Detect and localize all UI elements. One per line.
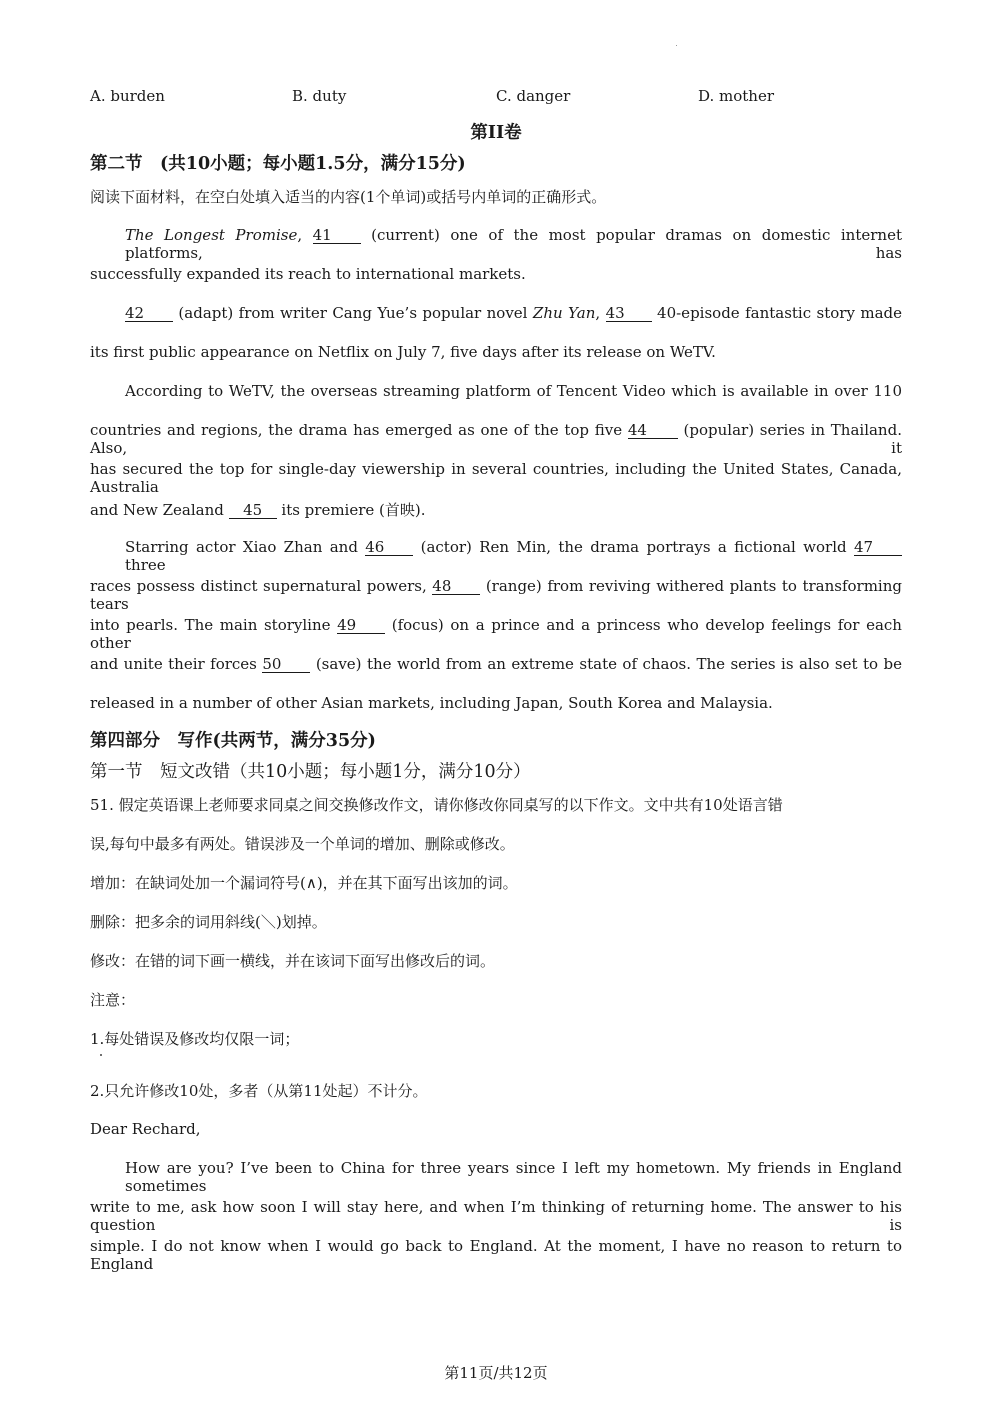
note-label: 注意： — [90, 991, 136, 1009]
text: (focus) on a prince and a princess who develop feelings for each other — [90, 616, 902, 652]
delete-rule: 删除：把多余的词用斜线(＼)划掉。 — [90, 913, 327, 931]
question-51-cont: 误,每句中最多有两处。错误涉及一个单词的增加、删除或修改。 — [90, 835, 515, 853]
text: (current) one of the most popular dramas on domestic internet platforms, has — [125, 226, 902, 262]
passage-line: its first public appearance on Netflix on July 7, five days after its release on WeTV. — [90, 343, 716, 361]
option-a: A. burden — [90, 87, 165, 105]
letter-greeting: Dear Rechard, — [90, 1120, 201, 1138]
section-title: 第II卷 — [470, 123, 522, 143]
text: and New Zealand — [90, 501, 224, 519]
passage-line — [90, 499, 902, 520]
blank-44: 44 — [628, 422, 678, 439]
letter-line: simple. I do not know when I would go back to England. At the moment, I have no reason to return to England — [90, 1237, 902, 1273]
blank-42: 42 — [125, 305, 173, 322]
drama-title: The Longest Promise — [125, 226, 298, 244]
part4-heading: 第四部分 写作(共两节，满分35分) — [90, 731, 376, 751]
passage-line — [90, 655, 902, 677]
text: (popular) series in Thailand. Also, it — [90, 421, 902, 457]
instruction: 阅读下面材料，在空白处填入适当的内容(1个单词)或括号内单词的正确形式。 — [90, 188, 607, 206]
letter-line: write to me, ask how soon I will stay here, and when I’m thinking of returning home. The answer to his question is — [90, 1198, 902, 1234]
novel-title: Zhu Yan — [532, 304, 596, 322]
note-1: 1.每处错误及修改均仅限一词； — [90, 1030, 300, 1048]
blank-48: 48 — [432, 578, 480, 595]
text: and unite their forces — [90, 655, 257, 673]
question-51: 51. 假定英语课上老师要求同桌之间交换修改作文，请你修改你同桌写的以下作文。文中共有10处语言错 — [90, 796, 783, 814]
passage-line: According to WeTV, the overseas streaming platform of Tencent Video which is available in over 110 — [125, 382, 902, 400]
answer-options — [90, 87, 902, 107]
text: (save) the world from an extreme state of chaos. The series is also set to be — [315, 655, 902, 673]
blank-47: 47 — [854, 539, 902, 556]
add-rule: 增加：在缺词处加一个漏词符号(∧)，并在其下面写出该加的词。 — [90, 874, 518, 892]
blank-46: 46 — [365, 539, 413, 556]
passage-line: released in a number of other Asian markets, including Japan, South Korea and Malaysia. — [90, 694, 773, 712]
passage-line — [90, 421, 902, 457]
passage-line: has secured the top for single-day viewership in several countries, including the United States, Canada, Australia — [90, 460, 902, 496]
option-d: D. mother — [698, 87, 775, 105]
speck — [676, 45, 677, 46]
passage-line — [125, 226, 902, 262]
text: (range) from reviving withered plants to transforming tears — [90, 577, 902, 613]
letter-line: How are you? I’ve been to China for three years since I left my hometown. My friends in England sometimes — [125, 1159, 902, 1195]
passage-line — [90, 577, 902, 613]
section2-heading: 第二节 (共10小题；每小题1.5分，满分15分) — [90, 154, 466, 174]
text: 40-episode fantastic story made — [657, 304, 902, 322]
blank-43: 43 — [606, 305, 652, 322]
text: races possess distinct supernatural powers, — [90, 577, 427, 595]
text: into pearls. The main storyline — [90, 616, 331, 634]
modify-rule: 修改：在错的词下画一横线，并在该词下面写出修改后的词。 — [90, 952, 496, 970]
punct: , — [595, 304, 601, 322]
blank-49: 49 — [337, 617, 385, 634]
text: countries and regions, the drama has emerged as one of the top five — [90, 421, 623, 439]
option-c: C. danger — [496, 87, 571, 105]
speck — [100, 1054, 102, 1056]
section1-heading: 第一节 短文改错（共10小题；每小题1分，满分10分） — [90, 762, 531, 782]
text: (adapt) from writer Cang Yue’s popular novel — [178, 304, 528, 322]
text: its premiere (首映). — [281, 501, 426, 519]
blank-41: 41 — [313, 227, 361, 244]
page-footer: 第11页/共12页 — [444, 1364, 548, 1382]
text: three — [125, 556, 166, 574]
text: (actor) Ren Min, the drama portrays a fictional world — [420, 538, 847, 556]
passage-line: successfully expanded its reach to international markets. — [90, 265, 526, 283]
note-2: 2.只允许修改10处，多者（从第11处起）不计分。 — [90, 1082, 428, 1100]
punct: , — [297, 226, 303, 244]
passage-line — [125, 538, 902, 574]
passage-line — [90, 616, 902, 652]
text: Starring actor Xiao Zhan and — [125, 538, 358, 556]
option-b: B. duty — [292, 87, 347, 105]
blank-50: 50 — [262, 656, 310, 673]
passage-line — [125, 304, 902, 326]
blank-45: 45 — [229, 502, 277, 519]
